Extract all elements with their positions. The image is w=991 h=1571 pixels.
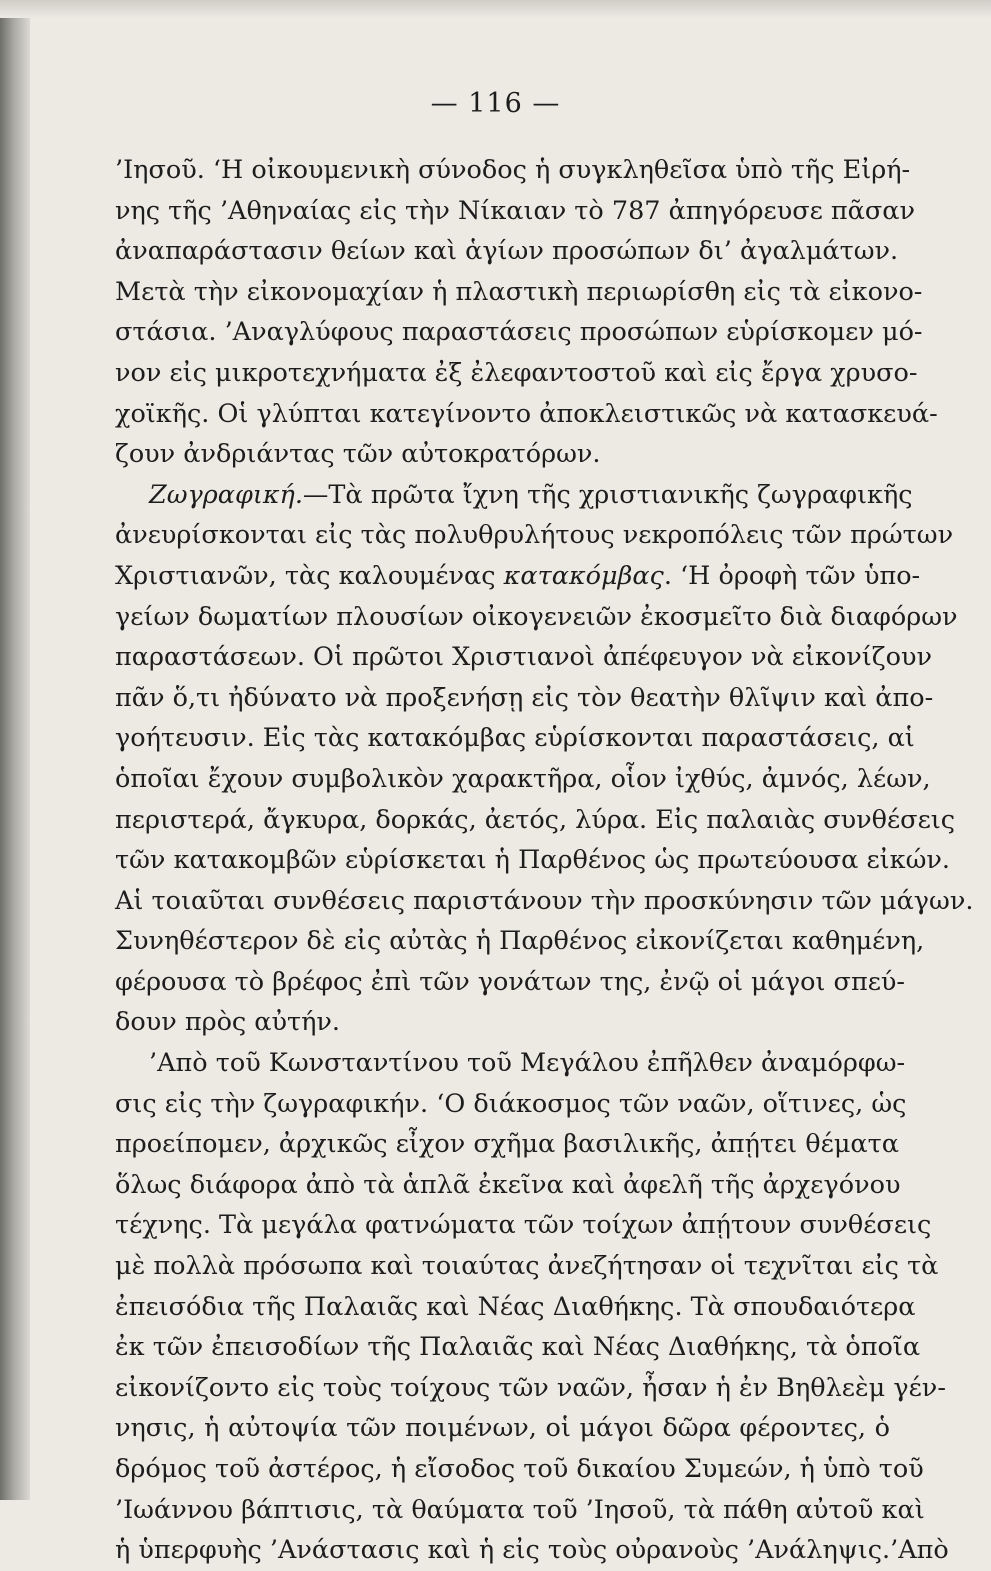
text-line: ’Ιωάννου βάπτισις, τὰ θαύματα τοῦ ’Ιησοῦ, τὰ πάθη αὐτοῦ καὶ: [115, 1494, 925, 1525]
text-line: ἀνευρίσκονται εἰς τὰς πολυθρυλήτους νεκροπόλεις τῶν πρώτων: [115, 520, 954, 551]
page-binding-edge: [0, 0, 30, 1500]
section-heading-painting: Ζωγραφική.: [149, 479, 303, 510]
text-segment: Χριστιανῶν, τὰς καλουμένας: [115, 560, 504, 591]
text-line: ’Απὸ τοῦ Κωνσταντίνου τοῦ Μεγάλου ἐπῆλθεν ἀναμόρφω-: [149, 1048, 906, 1079]
text-line: ζουν ἀνδριάντας τῶν αὐτοκρατόρων.: [115, 439, 601, 470]
text-line: γείων δωματίων πλουσίων οἰκογενειῶν ἐκοσμεῖτο διὰ διαφόρων: [115, 601, 958, 632]
text-line: γοήτευσιν. Εἰς τὰς κατακόμβας εὑρίσκονται παραστάσεις, αἱ: [115, 723, 915, 754]
text-line: προείπομεν, ἀρχικῶς εἶχον σχῆμα βασιλικῆς, ἀπῄτει θέματα: [115, 1129, 899, 1160]
text-line: δρόμος τοῦ ἀστέρος, ἡ εἴσοδος τοῦ δικαίου Συμεών, ἡ ὑπὸ τοῦ: [115, 1454, 924, 1484]
paragraph-painting-start: [115, 475, 913, 516]
text-line: πᾶν ὅ,τι ἠδύνατο νὰ προξενήσῃ εἰς τὸν θεατὴν θλῖψιν καὶ ἀπο-: [115, 682, 934, 713]
text-line: ’Ιησοῦ. ‘Η οἰκουμενικὴ σύνοδος ἡ συγκληθεῖσα ὑπὸ τῆς Εἰρή-: [115, 155, 911, 185]
text-line: Αἱ τοιαῦται συνθέσεις παριστάνουν τὴν προσκύνησιν τῶν μάγων.: [115, 885, 974, 916]
text-line: μὲ πολλὰ πρόσωπα καὶ τοιαύτας ἀνεζήτησαν οἱ τεχνῖται εἰς τὰ: [115, 1251, 939, 1282]
text-line: περιστερά, ἄγκυρα, δορκάς, ἀετός, λύρα. Εἰς παλαιὰς συνθέσεις: [115, 804, 956, 835]
text-line: ὁποῖαι ἔχουν συμβολικὸν χαρακτῆρα, οἷον ἰχθύς, ἀμνός, λέων,: [115, 763, 931, 794]
body-text: [115, 150, 974, 1571]
page-number: — 116 —: [430, 88, 561, 119]
text-line: Συνηθέστερον δὲ εἰς αὐτὰς ἡ Παρθένος εἰκονίζεται καθημένη,: [115, 926, 925, 957]
text-line: φέρουσα τὸ βρέφος ἐπὶ τῶν γονάτων της, ἐνῷ οἱ μάγοι σπεύ-: [115, 966, 906, 997]
text-line: ὅλως διάφορα ἀπὸ τὰ ἁπλᾶ ἐκεῖνα καὶ ἀφελῆ τῆς ἀρχεγόνου: [115, 1169, 901, 1200]
text-segment: . ‘Η ὀροφὴ τῶν ὑπο-: [663, 560, 921, 591]
text-line: εἰκονίζοντο εἰς τοὺς τοίχους τῶν ναῶν, ἦσαν ἡ ἐν Βηθλεὲμ γέν-: [115, 1372, 946, 1403]
text-segment: —Τὰ πρῶτα ἴχνη τῆς χριστιανικῆς ζωγραφικῆς: [302, 479, 913, 510]
italic-term-catacombs: κατακόμβας: [503, 560, 664, 591]
text-line: νης τῆς ’Αθηναίας εἰς τὴν Νίκαιαν τὸ 787 ἀπηγόρευσε πᾶσαν: [115, 195, 916, 226]
text-line: ἐκ τῶν ἐπεισοδίων τῆς Παλαιᾶς καὶ Νέας Διαθήκης, τὰ ὁποῖα: [115, 1332, 921, 1363]
text-line: νησις, ἡ αὐτοψία τῶν ποιμένων, οἱ μάγοι δῶρα φέροντες, ὁ: [115, 1413, 890, 1444]
page-top-shadow: [0, 0, 991, 18]
text-line: Μετὰ τὴν εἰκονομαχίαν ἡ πλαστικὴ περιωρίσθη εἰς τὰ εἰκονο-: [115, 276, 923, 307]
text-line: στάσια. ’Αναγλύφους παραστάσεις προσώπων εὑρίσκομεν μό-: [115, 317, 923, 348]
text-line: χοϊκῆς. Οἱ γλύπται κατεγίνοντο ἀποκλειστικῶς νὰ κατασκευά-: [115, 398, 938, 429]
text-line: τέχνης. Τὰ μεγάλα φατνώματα τῶν τοίχων ἀπῄτουν συνθέσεις: [115, 1210, 932, 1241]
text-line: σις εἰς τὴν ζωγραφικήν. ‘Ο διάκοσμος τῶν ναῶν, οἵτινες, ὡς: [115, 1088, 907, 1119]
text-line: δουν πρὸς αὐτήν.: [115, 1007, 341, 1038]
text-line-catacombs: [115, 556, 921, 597]
text-line: παραστάσεων. Οἱ πρῶτοι Χριστιανοὶ ἀπέφευγον νὰ εἰκονίζουν: [115, 642, 932, 673]
text-line: ἀναπαράστασιν θείων καὶ ἁγίων προσώπων δι’ ἀγαλμάτων.: [115, 236, 899, 267]
text-line: ἐπεισόδια τῆς Παλαιᾶς καὶ Νέας Διαθήκης. Τὰ σπουδαιότερα: [115, 1291, 916, 1322]
text-line: τῶν κατακομβῶν εὑρίσκεται ἡ Παρθένος ὡς πρωτεύουσα εἰκών.: [115, 845, 951, 876]
text-line: νον εἰς μικροτεχνήματα ἐξ ἐλεφαντοστοῦ καὶ εἰς ἔργα χρυσο-: [115, 357, 918, 388]
text-line: ἡ ὑπερφυὴς ’Ανάστασις καὶ ἡ εἰς τοὺς οὐρανοὺς ’Ανάληψις.’Απὸ: [115, 1535, 949, 1566]
